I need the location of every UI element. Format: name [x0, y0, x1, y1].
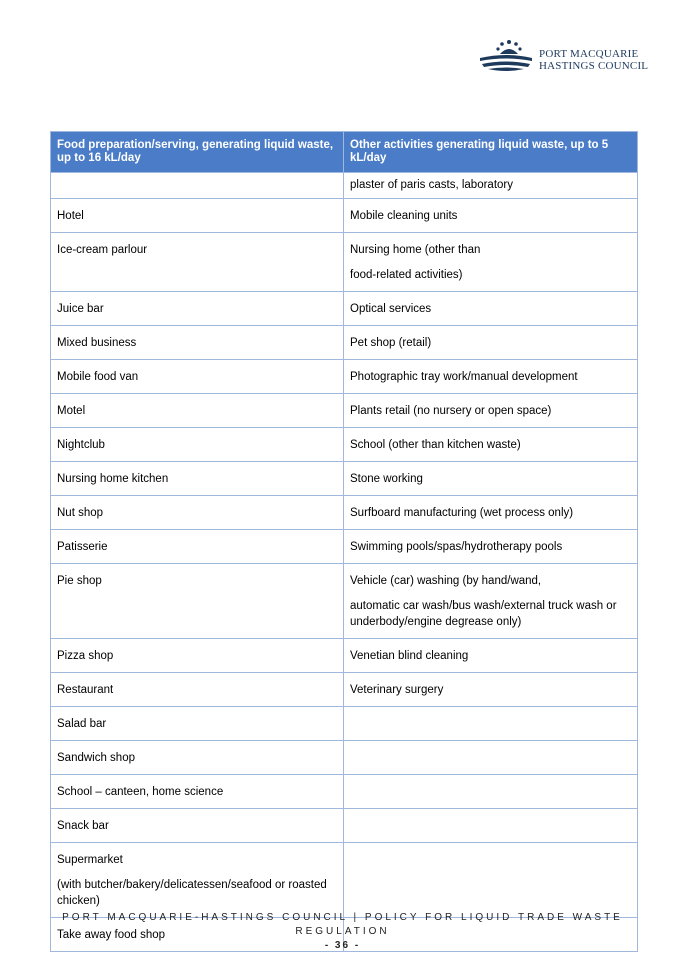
other-activity-cell	[344, 809, 638, 843]
other-activity-cell	[344, 462, 638, 496]
cell-text: Venetian blind cleaning	[350, 650, 469, 662]
table-row	[51, 462, 638, 496]
food-activity-cell	[51, 199, 344, 233]
cell-text: Supermarket	[57, 854, 123, 866]
food-activity-cell	[51, 707, 344, 741]
cell-text: Ice-cream parlour	[57, 244, 148, 256]
table-row	[51, 496, 638, 530]
cell-text: Mobile cleaning units	[350, 210, 458, 222]
other-activity-cell	[344, 292, 638, 326]
table-row	[51, 173, 638, 199]
cell-text: Sandwich shop	[57, 752, 135, 764]
table-body	[51, 173, 638, 952]
food-activity-cell	[51, 326, 344, 360]
header-food-preparation: Food preparation/serving, generating liquid waste, up to 16 kL/day	[51, 132, 344, 173]
cell-text: Patisserie	[57, 541, 108, 553]
other-activity-cell	[344, 564, 638, 639]
other-activity-cell	[344, 707, 638, 741]
table-row	[51, 360, 638, 394]
other-activity-cell	[344, 530, 638, 564]
food-activity-cell	[51, 741, 344, 775]
cell-text: Plants retail (no nursery or open space)	[350, 405, 552, 417]
other-activity-cell	[344, 843, 638, 918]
cell-text: Photographic tray work/manual development	[350, 371, 578, 383]
food-activity-cell	[51, 233, 344, 292]
table-row	[51, 530, 638, 564]
cell-text: Pie shop	[57, 575, 102, 587]
table-row	[51, 707, 638, 741]
liquid-waste-table	[50, 131, 638, 952]
page-number: - 36 -	[324, 940, 361, 951]
cell-text: Stone working	[350, 473, 423, 485]
cell-text: Mixed business	[57, 337, 137, 349]
logo-text	[539, 48, 648, 72]
other-activity-cell	[344, 496, 638, 530]
cell-text: Juice bar	[57, 303, 104, 315]
page-footer	[0, 911, 685, 953]
other-activity-cell	[344, 199, 638, 233]
cell-text: Vehicle (car) washing (by hand/wand,	[350, 575, 542, 587]
cell-text: Optical services	[350, 303, 432, 315]
food-activity-cell	[51, 843, 344, 918]
food-activity-cell	[51, 639, 344, 673]
food-activity-cell	[51, 292, 344, 326]
cell-text: School – canteen, home science	[57, 786, 224, 798]
cell-text: Snack bar	[57, 820, 109, 832]
cell-text: Hotel	[57, 210, 84, 222]
other-activity-cell	[344, 741, 638, 775]
other-activity-cell	[344, 639, 638, 673]
table-row	[51, 809, 638, 843]
cell-text: Nursing home (other than	[350, 244, 481, 256]
cell-text: Nut shop	[57, 507, 104, 519]
cell-text: Restaurant	[57, 684, 114, 696]
logo-line-1: PORT MACQUARIE	[539, 48, 639, 60]
cell-text: (with butcher/bakery/delicatessen/seafood or roasted chicken)	[57, 879, 327, 907]
food-activity-cell	[51, 394, 344, 428]
table-header-row	[51, 132, 638, 173]
cell-text: automatic car wash/bus wash/external truck wash or underbody/engine degrease only)	[350, 600, 617, 628]
cell-text: food-related activities)	[350, 269, 463, 281]
cell-text: Swimming pools/spas/hydrotherapy pools	[350, 541, 563, 553]
other-activity-cell	[344, 394, 638, 428]
table-row	[51, 292, 638, 326]
cell-text: Nursing home kitchen	[57, 473, 169, 485]
table-row	[51, 673, 638, 707]
food-activity-cell	[51, 428, 344, 462]
cell-text: Mobile food van	[57, 371, 139, 383]
table-row	[51, 428, 638, 462]
food-activity-cell	[51, 673, 344, 707]
footer-title: PORT MACQUARIE-HASTINGS COUNCIL | POLICY FOR LIQUID TRADE WASTE	[62, 912, 623, 923]
food-activity-cell	[51, 530, 344, 564]
food-activity-cell	[51, 360, 344, 394]
table-row	[51, 326, 638, 360]
council-logo-icon	[478, 38, 534, 74]
table-row	[51, 564, 638, 639]
table-row	[51, 394, 638, 428]
council-logo	[478, 38, 653, 78]
other-activity-cell	[344, 360, 638, 394]
food-activity-cell	[51, 462, 344, 496]
other-activity-cell	[344, 775, 638, 809]
table-row	[51, 741, 638, 775]
other-activity-cell	[344, 428, 638, 462]
header-other-activities: Other activities generating liquid waste, up to 5 kL/day	[344, 132, 638, 173]
other-activity-cell	[344, 233, 638, 292]
table-row	[51, 233, 638, 292]
cell-text: Surfboard manufacturing (wet process only)	[350, 507, 574, 519]
other-activity-cell	[344, 673, 638, 707]
food-activity-cell	[51, 809, 344, 843]
logo-line-2: HASTINGS COUNCIL	[539, 60, 649, 72]
other-activity-cell	[344, 326, 638, 360]
cell-text: Pizza shop	[57, 650, 114, 662]
food-activity-cell	[51, 496, 344, 530]
cell-text: Take away food shop	[57, 929, 166, 941]
footer-title-continued: REGULATION	[295, 926, 390, 937]
table-row	[51, 843, 638, 918]
table-row	[51, 775, 638, 809]
cell-text: School (other than kitchen waste)	[350, 439, 521, 451]
cell-text: Pet shop (retail)	[350, 337, 432, 349]
cell-text: Veterinary surgery	[350, 684, 444, 696]
cell-text: Salad bar	[57, 718, 107, 730]
cell-text: plaster of paris casts, laboratory	[350, 179, 513, 191]
other-activity-cell	[344, 173, 638, 199]
table-row	[51, 199, 638, 233]
cell-text: Nightclub	[57, 439, 105, 451]
food-activity-cell	[51, 564, 344, 639]
food-activity-cell	[51, 173, 344, 199]
food-activity-cell	[51, 775, 344, 809]
table-row	[51, 639, 638, 673]
cell-text: Motel	[57, 405, 86, 417]
